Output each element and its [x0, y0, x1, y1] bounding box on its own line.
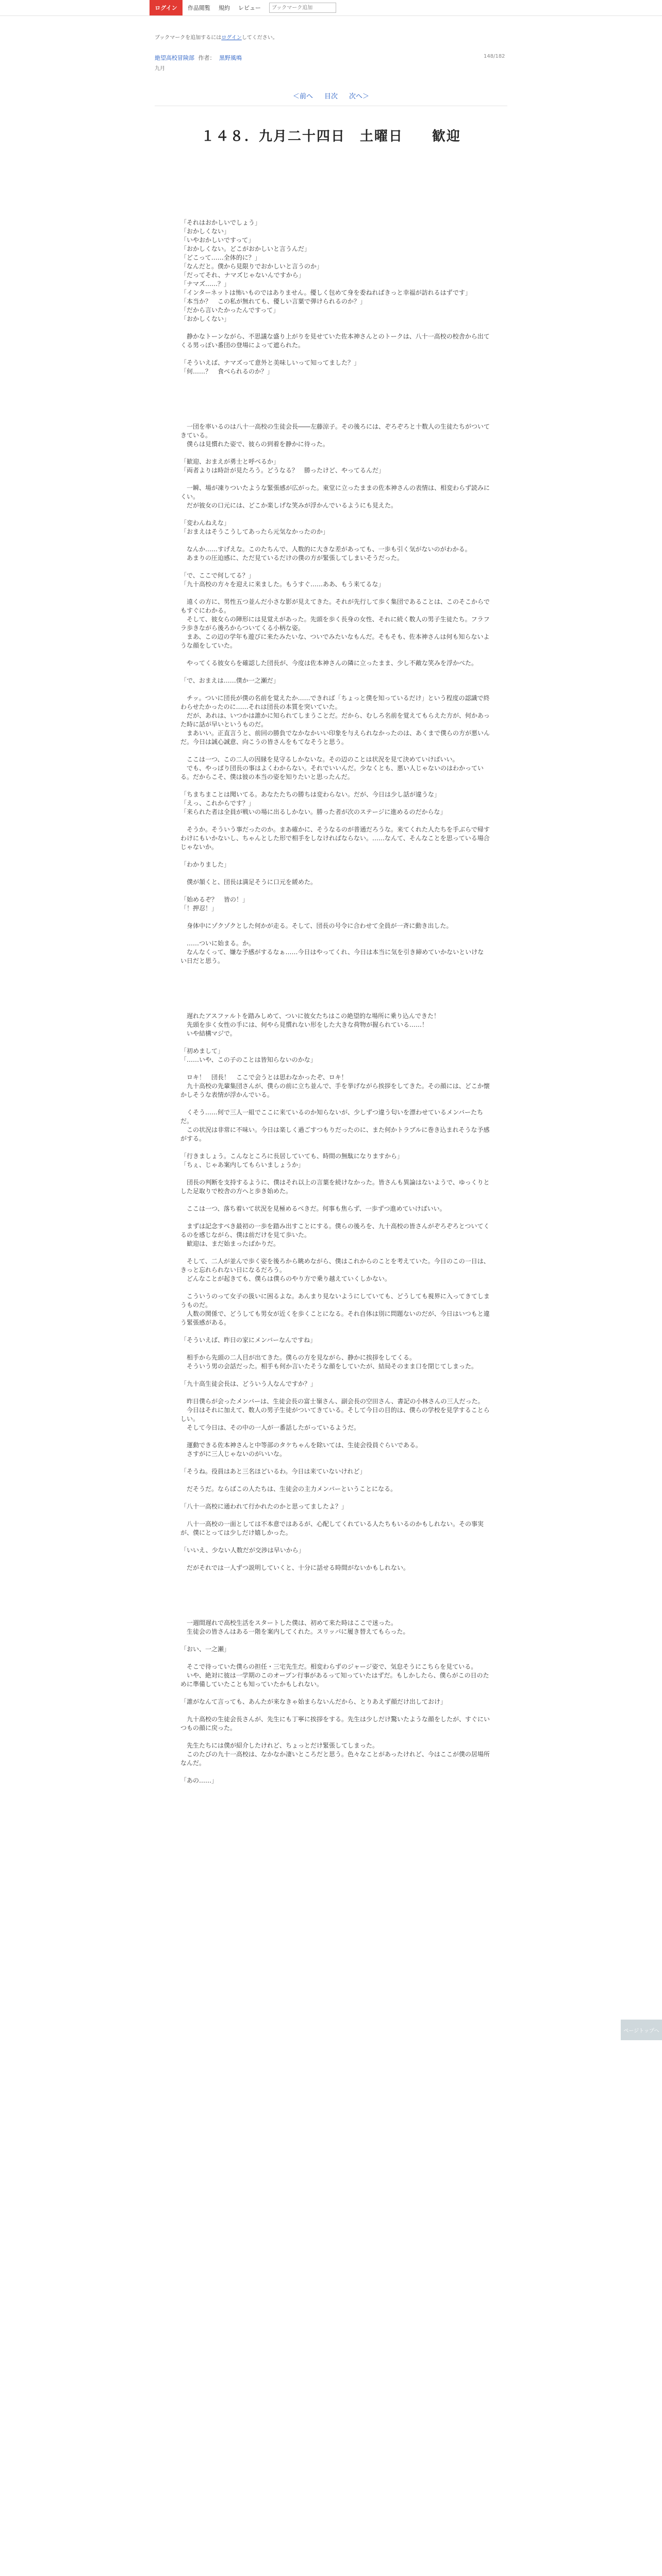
paragraph-line: 「それはおかしいでしょう」: [180, 219, 261, 226]
paragraph-line: ここは一つ、落ち着いて状況を見極めるべきだ。何事も焦らず、一歩ずつ進めていけばいい。: [180, 1205, 446, 1212]
paragraph-line: 「なんだと。僕から見限りでおかしいと言うのか」: [180, 263, 323, 270]
paragraph-line: いや結構マジで。: [180, 1030, 236, 1037]
paragraph-line: 遠くの方に、男性五つ並んだ小さな影が見えてきた。それが先行して歩く集団であることは、このそこからでもすぐにわかる。: [180, 598, 490, 614]
paragraph-line: そういう男の会話だった。相手も何か言いたそうな顔をしていたが、結局そのまま口を閉じてしまった。: [180, 1363, 478, 1370]
blank-line: [180, 1283, 490, 1292]
paragraph-line: 「わかりました」: [180, 861, 230, 868]
paragraph-line: 「あの……」: [180, 1777, 218, 1784]
bookmark-add-input[interactable]: [269, 3, 336, 13]
blank-line: [180, 930, 490, 939]
paragraph-line: 九十高校の先輩集団さんが、僕らの前に立ち並んで、手を挙げながら挨拶をしてきた。その顔には、どこか懐かしそうな表情が浮かんでいる。: [180, 1082, 490, 1098]
paragraph-line: 人数の関係で、どうしても男女が近くを歩くことになる。それ自体は別に問題ないのだが、今日はいつもと違う緊張感がある。: [180, 1310, 490, 1326]
blank-line: [180, 852, 490, 860]
paragraph-line: あまりの圧迫感に、ただ見ているだけの僕の方が緊張してしまいそうだった。: [180, 554, 404, 562]
paragraph-line: 「変わんねえな」: [180, 519, 230, 527]
blank-line: [180, 1170, 490, 1178]
blank-line: [180, 563, 490, 571]
paragraph-line: 僕が頷くと、団長は満足そうに口元を緩めた。: [180, 878, 317, 886]
paragraph-line: 昨日僕らが会ったメンバーは、生徒会長の富士嶺さん、副会長の空田さん、書記の小林さんの三人だった。: [180, 1398, 484, 1405]
paragraph-line: どんなことが起きても、僕らは僕らのやり方で乗り越えていくしかない。: [180, 1275, 391, 1282]
series-link[interactable]: 絶望高校冒険部: [155, 55, 194, 61]
paragraph-line: この状況は非常に不味い。今日は楽しく過ごすつもりだったのに、また何かトラブルに巻き込まれそうな予感がする。: [180, 1126, 490, 1142]
paragraph-line: そうか。そういう事だったのか。まあ確かに、そうなるのが普通だろうな。来てくれた人たちを手ぶらで帰すわけにもいかないし、ちゃんとした形で相手をしなければならない。……なんて、そんなことを思っている場合じゃないか。: [180, 826, 490, 851]
paragraph-line: なんか……すげえな。このたちんで、人数的に大きな差があっても、一歩も引く気がないのがわかる。: [180, 546, 471, 553]
blank-line: [180, 782, 490, 790]
blank-line: [180, 1537, 490, 1546]
paragraph-line: 運動できる佐本神さんと中等部のタケちゃんを除いては、生徒会役員ぐらいである。: [180, 1442, 422, 1449]
blank-line: [180, 685, 490, 694]
paragraph-line: 団長の判断を支持するように、僕はそれ以上の言葉を続けなかった。皆さんも異論はないようで、ゆっくりとした足取りで校舎の方へと歩き始めた。: [180, 1179, 490, 1195]
paragraph-line: 「で、おまえは……僕か一之瀬だ」: [180, 677, 279, 684]
blank-line: [180, 1636, 490, 1645]
blank-line: [180, 1064, 490, 1073]
paragraph-line: 「来られた者は全員が戦いの場に出るしかない。勝った者が次のステージに進めるのだからな」: [180, 808, 446, 816]
paragraph-line: 「おまえはそうこうしてあったら元気なかったのか」: [180, 528, 329, 535]
paragraph-line: 「九十高校の方々を迎えに来ました。もうすぐ……ああ、もう来てるな」: [180, 581, 385, 588]
blank-line: [180, 1345, 490, 1353]
notice-prefix: ブックマークを追加するには: [155, 35, 222, 41]
bookmark-notice: [155, 33, 278, 41]
paragraph-line: 「そうね。役員はあと三名ほどいるわ。今日は来ていないけれど」: [180, 1468, 366, 1475]
paragraph-line: なんなくって、嫌な予感がするなぁ……今日はやってくれ、今日は本当に気を引き締めていかないといけない日だと思う。: [180, 948, 484, 964]
paragraph-line: 「おかしくない」: [180, 228, 230, 235]
blank-line: [180, 475, 490, 484]
chapter-title: １４８．九月二十四日 土曜日 歓迎: [201, 129, 461, 144]
section-break: [180, 965, 490, 1012]
paragraph-line: やってくる彼女らを確認した団長が、今度は佐本神さんの隣に立ったまま、少し不敵な笑みを浮かべた。: [180, 659, 478, 667]
nav-item-review[interactable]: レビュー: [238, 5, 261, 11]
blank-line: [180, 668, 490, 676]
author-label: 作者：: [198, 55, 216, 61]
blank-line: [180, 887, 490, 895]
paragraph-line: 「おかしくない。どこがおかしいと言うんだ」: [180, 245, 311, 252]
blank-line: [180, 324, 490, 332]
paragraph-line: 一瞬、場が凍りついたような緊張感が広がった。東堂に立ったままの佐本神さんの表情は、相変わらず読みにくい。: [180, 484, 490, 500]
paragraph-line: 「ナマズ……？」: [180, 280, 230, 287]
notice-suffix: してください。: [241, 35, 278, 41]
blank-line: [180, 510, 490, 519]
blank-line: [180, 350, 490, 359]
paragraph-line: 八十一高校の一面としては不本意ではあるが、心配してくれている人たちもいるのかもしれない。その事実が、僕にとっては少しだけ嬉しかった。: [180, 1520, 484, 1536]
paragraph-line: 「ちまちまことは聞いてる。あなたたちの勝ちは変わらない。だが、今日は少し話が違うな」: [180, 791, 441, 798]
blank-line: [180, 1213, 490, 1222]
paragraph-line: 「おかしくない」: [180, 315, 230, 323]
paragraph-line: 「九十高生徒会長は、どういう人なんですか？」: [180, 1380, 317, 1387]
paragraph-line: 僕らは見慣れた姿で、彼らの到着を静かに待った。: [180, 440, 329, 448]
breadcrumb: [155, 54, 242, 63]
paragraph-line: 「始めるぞ？ 皆の！」: [180, 896, 249, 903]
blank-line: [180, 1733, 490, 1741]
paragraph-line: 「八十一高校に通われて行かれたのかと思ってましたよ？」: [180, 1503, 348, 1510]
paragraph-line: 「何……？ 食べられるのか？」: [180, 368, 274, 375]
paragraph-line: 「ちぇ、じゃあ案内してもらいましょうか」: [180, 1161, 305, 1168]
paragraph-line: 「そういえば、昨日の家にメンバーなんですね」: [180, 1336, 317, 1344]
paragraph-line: 「だってそれ、ナマズじゃないんですから」: [180, 272, 305, 279]
paragraph-line: だがそれでは一人ずつ説明していくと、十分に話せる時間がないかもしれない。: [180, 1564, 410, 1571]
blank-line: [180, 1388, 490, 1397]
pager: [0, 91, 662, 100]
paragraph-line: 「そういえば、ナマズって意外と美味しいって知ってました？」: [180, 359, 360, 366]
paragraph-line: 「！押忍！」: [180, 905, 218, 912]
section-break: [180, 1572, 490, 1619]
blank-line: [180, 1555, 490, 1564]
blank-line: [180, 536, 490, 545]
paragraph-line: このたびの九十一高校は、なかなか凄いところだと思う。色々なことがあったけれど、今はここが僕の居場所なんだ。: [180, 1751, 490, 1767]
paragraph-line: 「本当か？ この私が無れても、優しい言葉で弾けられるのか？」: [180, 298, 367, 305]
chapter-label: 九月: [155, 66, 165, 72]
paragraph-line: だが、あれは、いつかは誰かに知られてしまうことだ。だから、むしろ名前を覚えてもらえた方が、何かあった時に話が早いというものだ。: [180, 712, 490, 728]
paragraph-line: そして、二人が並んで歩く姿を後ろから眺めながら、僕はこれからのことを考えていた。今日のこの一日は、きっと忘れられない日になるだろう。: [180, 1258, 490, 1274]
blank-line: [180, 1099, 490, 1108]
index-link[interactable]: 目次: [324, 93, 338, 100]
blank-line: [180, 589, 490, 598]
paragraph-line: だが彼女の口元には、どこか楽しげな笑みが浮かんでいるようにも見えた。: [180, 502, 398, 509]
blank-line: [180, 1327, 490, 1336]
blank-line: [180, 1196, 490, 1205]
blank-line: [180, 869, 490, 878]
section-break: [180, 376, 490, 422]
paragraph-line: 「だから言いたかったんですって」: [180, 307, 279, 314]
nav-item-rules[interactable]: 規約: [219, 5, 230, 11]
paragraph-line: 静かなトーンながら、不思議な盛り上がりを見せていた佐本神さんとのトークは、八十一高校の校舎から出てくる男っぽい番団の登場によって遮られた。: [180, 333, 490, 349]
paragraph-line: 「どこって……全体的に？」: [180, 254, 261, 261]
paragraph-line: こういうのって女子の扱いに困るよな。あんまり見ないようにしていても、どうしても視界に入ってきてしまうものだ。: [180, 1293, 490, 1309]
paragraph-line: 「インターネットは怖いものではありません。優しく包めて身を委ねればきっと幸福が訪れるはずです」: [180, 289, 472, 296]
blank-line: [180, 1689, 490, 1698]
paragraph-line: 「おい、一之瀬」: [180, 1646, 230, 1653]
blank-line: [180, 650, 490, 659]
blank-line: [180, 1432, 490, 1441]
paragraph-line: 生徒会の皆さんはある一階を案内してくれた。スリッパに履き替えてもらった。: [180, 1628, 409, 1635]
paragraph-line: でも、やっぱり団長の事はよくわからない。それでいいんだ。少なくとも、悪い人じゃないのはわかっている。だからこそ、僕は彼の本当の姿を知りたいと思ったんだ。: [180, 765, 484, 781]
paragraph-line: いや、絶対に彼は一学期のこのオープン行事があるって知っていたはずだ。もしかしたら、僕らがこの日のために準備していたことも知っていたかもしれない。: [180, 1672, 489, 1688]
paragraph-line: くそう……何で三人一組でここに来ているのか知らないが、少しずつ違う匂いを漂わせているメンバーたちだ。: [180, 1109, 484, 1125]
paragraph-line: さすがに三人じゃないのがいいな。: [180, 1450, 286, 1458]
paragraph-line: 九十高校の生徒会長さんが、先生にも丁寧に挨拶をする。先生は少しだけ驚いたような顔をしたが、すぐにいつもの顔に戻った。: [180, 1716, 490, 1732]
paragraph-line: 「いやおかしいですって」: [180, 236, 255, 244]
paragraph-line: 一団を率いるのは八十一高校の生徒会長――左藤涼子。その後ろには、ぞろぞろと十数人の生徒たちがついてきている。: [180, 423, 490, 439]
paragraph-line: だそうだ。ならばこの人たちは、生徒会の主力メンバーということになる。: [180, 1485, 397, 1493]
paragraph-line: 「両者よりは時計が見たろう。どうなる？ 勝ったけど、やってるんだ」: [180, 467, 385, 474]
paragraph-line: ……ついに始まる。か。: [180, 940, 255, 947]
blank-line: [180, 1654, 490, 1663]
paragraph-line: まずは記念すべき最初の一歩を踏み出すことにする。僕らの後ろを、九十高校の皆さんがぞろぞろとついてくるのを感じながら、僕は前だけを見て歩いた。: [180, 1223, 490, 1239]
paragraph-line: 「いいえ、少ない人数だが交渉は早いから」: [180, 1547, 305, 1554]
paragraph-line: そして今日は、その中の一人が一番話したがっているようだ。: [180, 1424, 360, 1431]
paragraph-line: 身体中にゾクゾクとした何かが走る。そして、団長の号令に合わせて全員が一斉に動き出した。: [180, 922, 453, 929]
paragraph-line: チッ。ついに団長が僕の名前を覚えたか……できれば「ちょっと僕を知っているだけ」という程度の認識で終わらせたかったのに……それは団長の本質を突いていた。: [180, 694, 490, 710]
page-count: 148/182: [484, 54, 505, 59]
paragraph-line: そこで待っていた僕らの担任・三宅先生だ。相変わらずのジャージ姿で、気怠そうにこちらを見ている。: [180, 1663, 477, 1670]
blank-line: [180, 1706, 490, 1715]
paragraph-line: 今日はそれに加えて、数人の男子生徒がついてきている。そして今日の目的は、僕らの学校を見学することらしい。: [180, 1406, 490, 1422]
paragraph-line: 先生たちには僕が紹介したけれど、ちょっとだけ緊張してしまった。: [180, 1742, 379, 1749]
blank-line: [180, 449, 490, 457]
paragraph-line: 歓迎は、まだ始まったばかりだ。: [180, 1240, 280, 1247]
author-link[interactable]: 黒野風鳴: [219, 55, 242, 61]
top-nav: [188, 3, 336, 13]
paragraph-line: 「で、ここで何してる？」: [180, 572, 255, 579]
prev-link[interactable]: ＜前へ: [292, 93, 313, 100]
blank-line: [180, 1371, 490, 1380]
top-bar: [0, 0, 662, 16]
nav-item-browse[interactable]: 作品閲覧: [188, 5, 210, 11]
notice-login-link[interactable]: ログイン: [221, 35, 242, 41]
blank-line: [180, 747, 490, 755]
blank-line: [180, 1143, 490, 1152]
page-top-button[interactable]: ページトップへ: [621, 2020, 662, 2040]
paragraph-line: 「えっ、これからです？」: [180, 800, 255, 807]
blank-line: [180, 1459, 490, 1467]
blank-line: [180, 1494, 490, 1502]
paragraph-line: ここは一つ、この二人の因縁を見守るしかないな。その辺のことは状況を見て決めていけばいい。: [180, 756, 459, 763]
paragraph-line: 「初めまして」: [180, 1047, 224, 1055]
paragraph-line: 「歓迎、おまえが勇士と呼べるか」: [180, 458, 280, 465]
blank-line: [180, 1248, 490, 1257]
paragraph-line: ロキ！ 団長！ ここで会うとは思わなかったぞ、ロキ！: [180, 1074, 347, 1081]
paragraph-line: まあいい。正直言うと、前回の勝負でなかなかいい印象を与えられなかったのは、あくまで僕らの方が悪いんだ。今日は誠心誠意、向こうの皆さんをもてなそうと思う。: [180, 730, 490, 745]
novel-body: [180, 218, 490, 1785]
paragraph-line: 一週間遅れで高校生活をスタートした僕は、初めて来た時はここで迷った。: [180, 1619, 398, 1626]
next-link[interactable]: 次へ＞: [349, 93, 370, 100]
paragraph-line: 「誰がなんて言っても、あんたが来なきゃ始まらないんだから、とりあえず顔だけ出しておけ」: [180, 1698, 447, 1705]
blank-line: [180, 817, 490, 825]
paragraph-line: 遅れたアスファルトを踏みしめて、ついに彼女たちはこの絶望的な場所に乗り込んできた！: [180, 1012, 440, 1020]
paragraph-line: 「……いや、この子のことは皆知らないのかな」: [180, 1056, 317, 1063]
blank-line: [180, 913, 490, 922]
login-button[interactable]: ログイン: [150, 0, 183, 15]
paragraph-line: まあ、この辺の学年も遊びに来たみたいな、ついでみたいなもんだ。そもそも、佐本神さんは何も知らないような顔をしていた。: [180, 633, 490, 649]
blank-line: [180, 1476, 490, 1485]
paragraph-line: 相手から先頭の二人目が出てきた。僕らの方を見ながら、静かに挨拶をしてくる。: [180, 1354, 416, 1361]
paragraph-line: そして、彼女らの陣形には見覚えがあった。先頭を歩く長身の女性、それに続く数人の男子生徒たち。フラフラ歩きながら後ろからついてくる小柄な姿。: [180, 616, 490, 632]
paragraph-line: 先頭を歩く女性の手には、何やら見慣れない形をした大きな荷物が握られている……！: [180, 1021, 428, 1028]
blank-line: [180, 1038, 490, 1047]
blank-line: [180, 1511, 490, 1520]
paragraph-line: 「行きましょう。こんなところに長居していても、時間の無駄になりますから」: [180, 1153, 404, 1160]
blank-line: [180, 1768, 490, 1776]
